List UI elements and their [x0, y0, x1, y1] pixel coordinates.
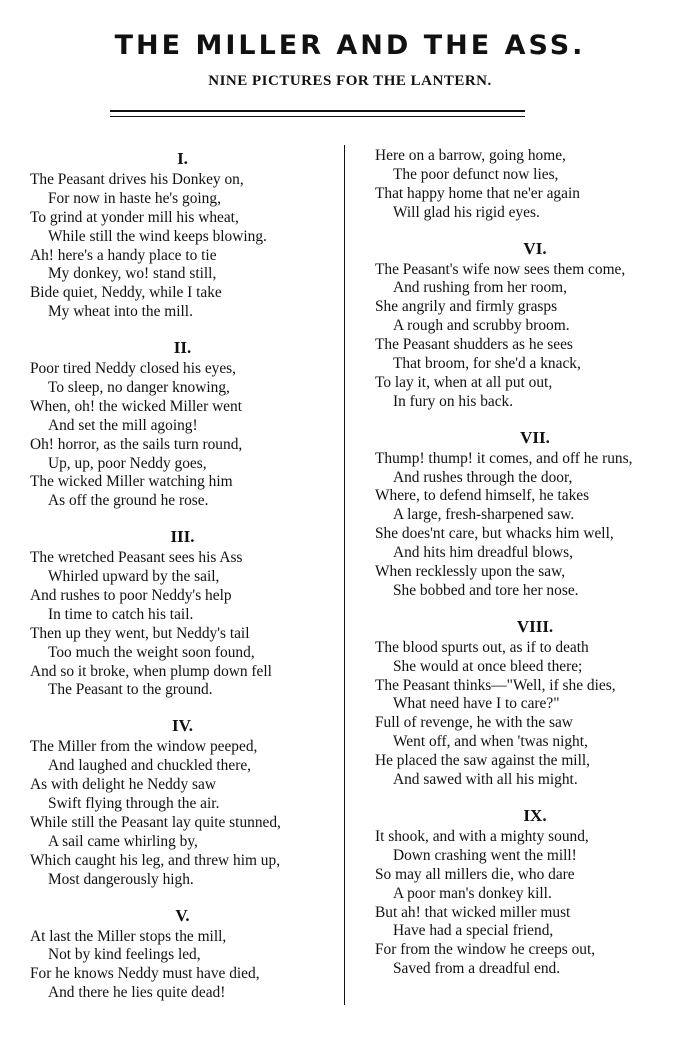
- stanza-numeral: III.: [170, 527, 195, 547]
- verse-line: Will glad his rigid eyes.: [393, 203, 540, 221]
- stanza-6: [375, 237, 695, 412]
- verse-line: For he knows Neddy must have died,: [30, 965, 260, 983]
- verse-line: At last the Miller stops the mill,: [30, 927, 227, 945]
- verse-line: Swift flying through the air.: [48, 795, 220, 813]
- verse-line: The Peasant to the ground.: [48, 681, 213, 699]
- verse-line: My donkey, wo! stand still,: [48, 265, 217, 283]
- verse-line: Then up they went, but Neddy's tail: [30, 624, 250, 642]
- stanza-numeral: V.: [175, 905, 190, 925]
- verse-line: The Peasant's wife now sees them come,: [375, 260, 626, 278]
- verse-line: She angrily and firmly grasps: [375, 298, 558, 316]
- stanza-4: [30, 714, 335, 889]
- stanza-3: [30, 525, 335, 700]
- verse-line: Too much the weight soon found,: [48, 643, 255, 661]
- verse-line: Which caught his leg, and threw him up,: [30, 851, 281, 869]
- stanza-5: [30, 904, 335, 1004]
- verse-line: To sleep, no danger knowing,: [48, 379, 230, 397]
- verse-line: The poor defunct now lies,: [393, 165, 559, 183]
- verse-line: To lay it, when at all put out,: [375, 373, 553, 391]
- verse-line: Whirled upward by the sail,: [48, 568, 220, 586]
- verse-line: Thump! thump! it comes, and off he runs,: [375, 449, 633, 467]
- verse-line: What need have I to care?": [393, 695, 560, 713]
- verse-line: Oh! horror, as the sails turn round,: [30, 435, 243, 453]
- stanza-numeral: VI.: [523, 238, 547, 258]
- verse-line: Most dangerously high.: [48, 870, 194, 888]
- verse-line: As off the ground he rose.: [48, 492, 209, 510]
- verse-line: And hits him dreadful blows,: [393, 544, 573, 562]
- verse-line: And set the mill agoing!: [48, 416, 198, 434]
- verse-line: The Miller from the window peeped,: [30, 738, 258, 756]
- verse-line: Where, to defend himself, he takes: [375, 487, 590, 505]
- verse-line: It shook, and with a mighty sound,: [375, 827, 589, 845]
- verse-line: She bobbed and tore her nose.: [393, 581, 579, 599]
- title-rule: [110, 110, 525, 117]
- left-column: [30, 147, 335, 1003]
- verse-line: As with delight he Neddy saw: [30, 776, 216, 794]
- verse-line: In time to catch his tail.: [48, 605, 194, 623]
- verse-line: The wicked Miller watching him: [30, 473, 233, 491]
- verse-line: She would at once bleed there;: [393, 657, 583, 675]
- verse-line: To grind at yonder mill his wheat,: [30, 208, 239, 226]
- verse-line: Bide quiet, Neddy, while I take: [30, 284, 222, 302]
- verse-line: My wheat into the mill.: [48, 303, 193, 321]
- verse-line: Here on a barrow, going home,: [375, 147, 566, 164]
- verse-line: Have had a special friend,: [393, 922, 554, 940]
- verse-line: And sawed with all his might.: [393, 771, 578, 789]
- verse-line: Not by kind feelings led,: [48, 946, 201, 964]
- verse-line: She does'nt care, but whacks him well,: [375, 525, 614, 543]
- stanza-numeral: II.: [173, 338, 192, 358]
- verse-line: When recklessly upon the saw,: [375, 563, 566, 581]
- stanza-numeral: IV.: [172, 716, 193, 736]
- verse-line: Full of revenge, he with the saw: [375, 714, 573, 732]
- verse-line: And laughed and chuckled there,: [48, 757, 251, 775]
- verse-line: The blood spurts out, as if to death: [375, 638, 589, 656]
- verse-line: But ah! that wicked miller must: [375, 903, 571, 921]
- stanza-7: [375, 426, 695, 601]
- stanza-numeral: VII.: [520, 427, 550, 447]
- verse-line: For now in haste he's going,: [48, 189, 221, 207]
- verse-line: The Peasant drives his Donkey on,: [30, 171, 244, 188]
- stanza-1: [30, 147, 335, 322]
- verse-line: That broom, for she'd a knack,: [393, 355, 581, 373]
- verse-line: And rushes to poor Neddy's help: [30, 587, 232, 605]
- verse-line: He placed the saw against the mill,: [375, 752, 590, 770]
- verse-line: A rough and scrubby broom.: [393, 317, 570, 335]
- page-subtitle: NINE PICTURES FOR THE LANTERN.: [208, 73, 492, 89]
- verse-line: That happy home that ne'er again: [375, 184, 580, 202]
- verse-line: And so it broke, when plump down fell: [30, 662, 272, 680]
- stanza-numeral: VIII.: [516, 616, 554, 636]
- verse-line: Went off, and when 'twas night,: [393, 733, 588, 751]
- stanza-2: [30, 336, 335, 511]
- verse-line: For from the window he creeps out,: [375, 941, 596, 959]
- verse-line: Ah! here's a handy place to tie: [30, 246, 217, 264]
- stanza-9: [375, 804, 695, 979]
- verse-line: Saved from a dreadful end.: [393, 960, 561, 978]
- verse-line: And rushes through the door,: [393, 468, 573, 486]
- verse-line: The Peasant shudders as he sees: [375, 336, 573, 354]
- stanza-5-continued: [375, 147, 695, 223]
- verse-line: The Peasant thinks—"Well, if she dies,: [375, 676, 616, 694]
- stanza-numeral: IX.: [523, 805, 547, 825]
- verse-line: The wretched Peasant sees his Ass: [30, 549, 243, 567]
- verse-line: Down crashing went the mill!: [393, 846, 577, 864]
- verse-line: When, oh! the wicked Miller went: [30, 397, 242, 415]
- verse-line: While still the Peasant lay quite stunned,: [30, 813, 281, 831]
- verse-line: A large, fresh-sharpened saw.: [393, 506, 575, 524]
- verse-line: And there he lies quite dead!: [48, 984, 226, 1002]
- verse-line: Poor tired Neddy closed his eyes,: [30, 360, 237, 378]
- stanza-8: [375, 615, 695, 790]
- verse-line: A sail came whirling by,: [48, 832, 198, 850]
- page-title: THE MILLER AND THE ASS.: [114, 30, 586, 61]
- verse-line: While still the wind keeps blowing.: [48, 227, 267, 245]
- verse-line: A poor man's donkey kill.: [393, 884, 552, 902]
- verse-line: In fury on his back.: [393, 392, 514, 410]
- verse-line: So may all millers die, who dare: [375, 865, 575, 883]
- right-column: [375, 147, 695, 979]
- stanza-numeral: I.: [177, 149, 188, 168]
- verse-line: Up, up, poor Neddy goes,: [48, 454, 207, 472]
- verse-line: And rushing from her room,: [393, 279, 567, 297]
- column-divider: [344, 145, 345, 1005]
